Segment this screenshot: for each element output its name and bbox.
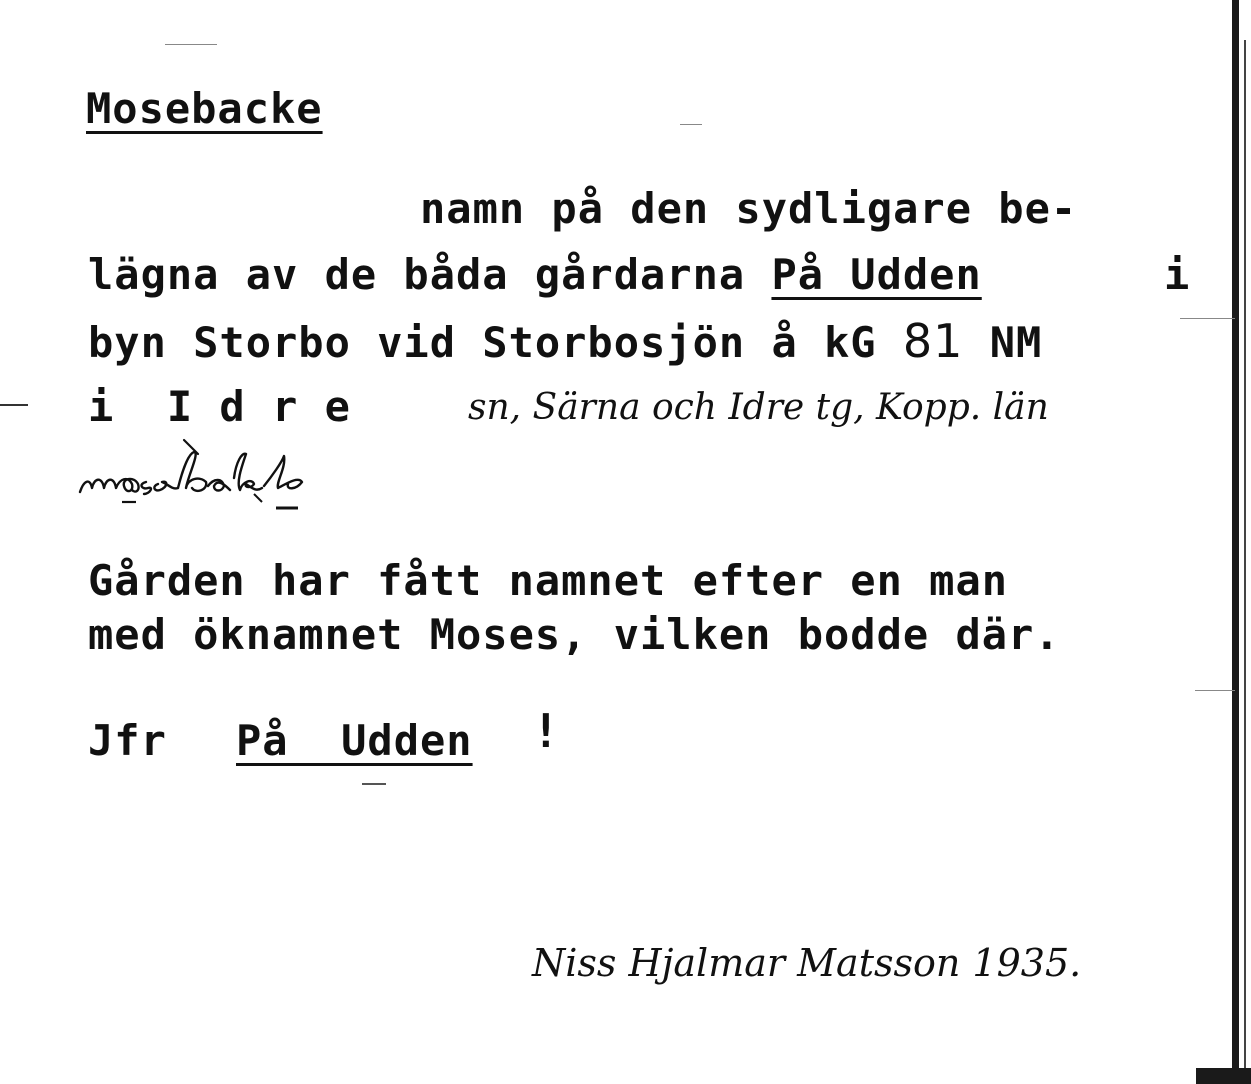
card-edge-right bbox=[1232, 0, 1239, 1084]
description-line-2 bbox=[88, 250, 982, 299]
parish-name: i I d r e bbox=[88, 382, 351, 431]
compare-label: Jfr bbox=[88, 716, 167, 765]
collector-signature: Niss Hjalmar Matsson 1935. bbox=[532, 941, 1082, 985]
explanation-line-1: Gården har fått namnet efter en man bbox=[88, 556, 1009, 605]
scan-speck bbox=[680, 124, 702, 125]
cross-reference-farm: På Udden bbox=[771, 250, 982, 299]
exclamation-mark: ! bbox=[532, 704, 561, 758]
description-line-1: namn på den sydligare be- bbox=[420, 184, 1078, 233]
card-edge-corner bbox=[1196, 1068, 1251, 1084]
map-sheet-number: 81 bbox=[902, 314, 964, 368]
explanation-line-2: med öknamnet Moses, vilken bodde där. bbox=[88, 610, 1061, 659]
description-line-2-end: i bbox=[1164, 250, 1191, 299]
scan-speck bbox=[165, 44, 217, 45]
scan-speck bbox=[1195, 690, 1235, 691]
scan-speck bbox=[1180, 318, 1235, 319]
handwritten-pronunciation bbox=[76, 432, 366, 518]
description-text: lägna av de båda gårdarna bbox=[88, 250, 772, 299]
admin-area-preprint: sn, Särna och Idre tg, Kopp. län bbox=[468, 387, 1049, 428]
handwriting-glyph bbox=[76, 432, 366, 518]
card-title: Mosebacke bbox=[86, 84, 323, 133]
compare-target: På Udden bbox=[236, 716, 473, 765]
card-edge-right-inner bbox=[1244, 40, 1246, 1084]
map-sheet-code: NM bbox=[963, 318, 1043, 367]
description-line-3 bbox=[88, 314, 1043, 368]
margin-tick bbox=[0, 404, 28, 406]
location-text: byn Storbo vid Storbosjön å kG bbox=[88, 318, 903, 367]
scan-speck bbox=[362, 783, 386, 785]
